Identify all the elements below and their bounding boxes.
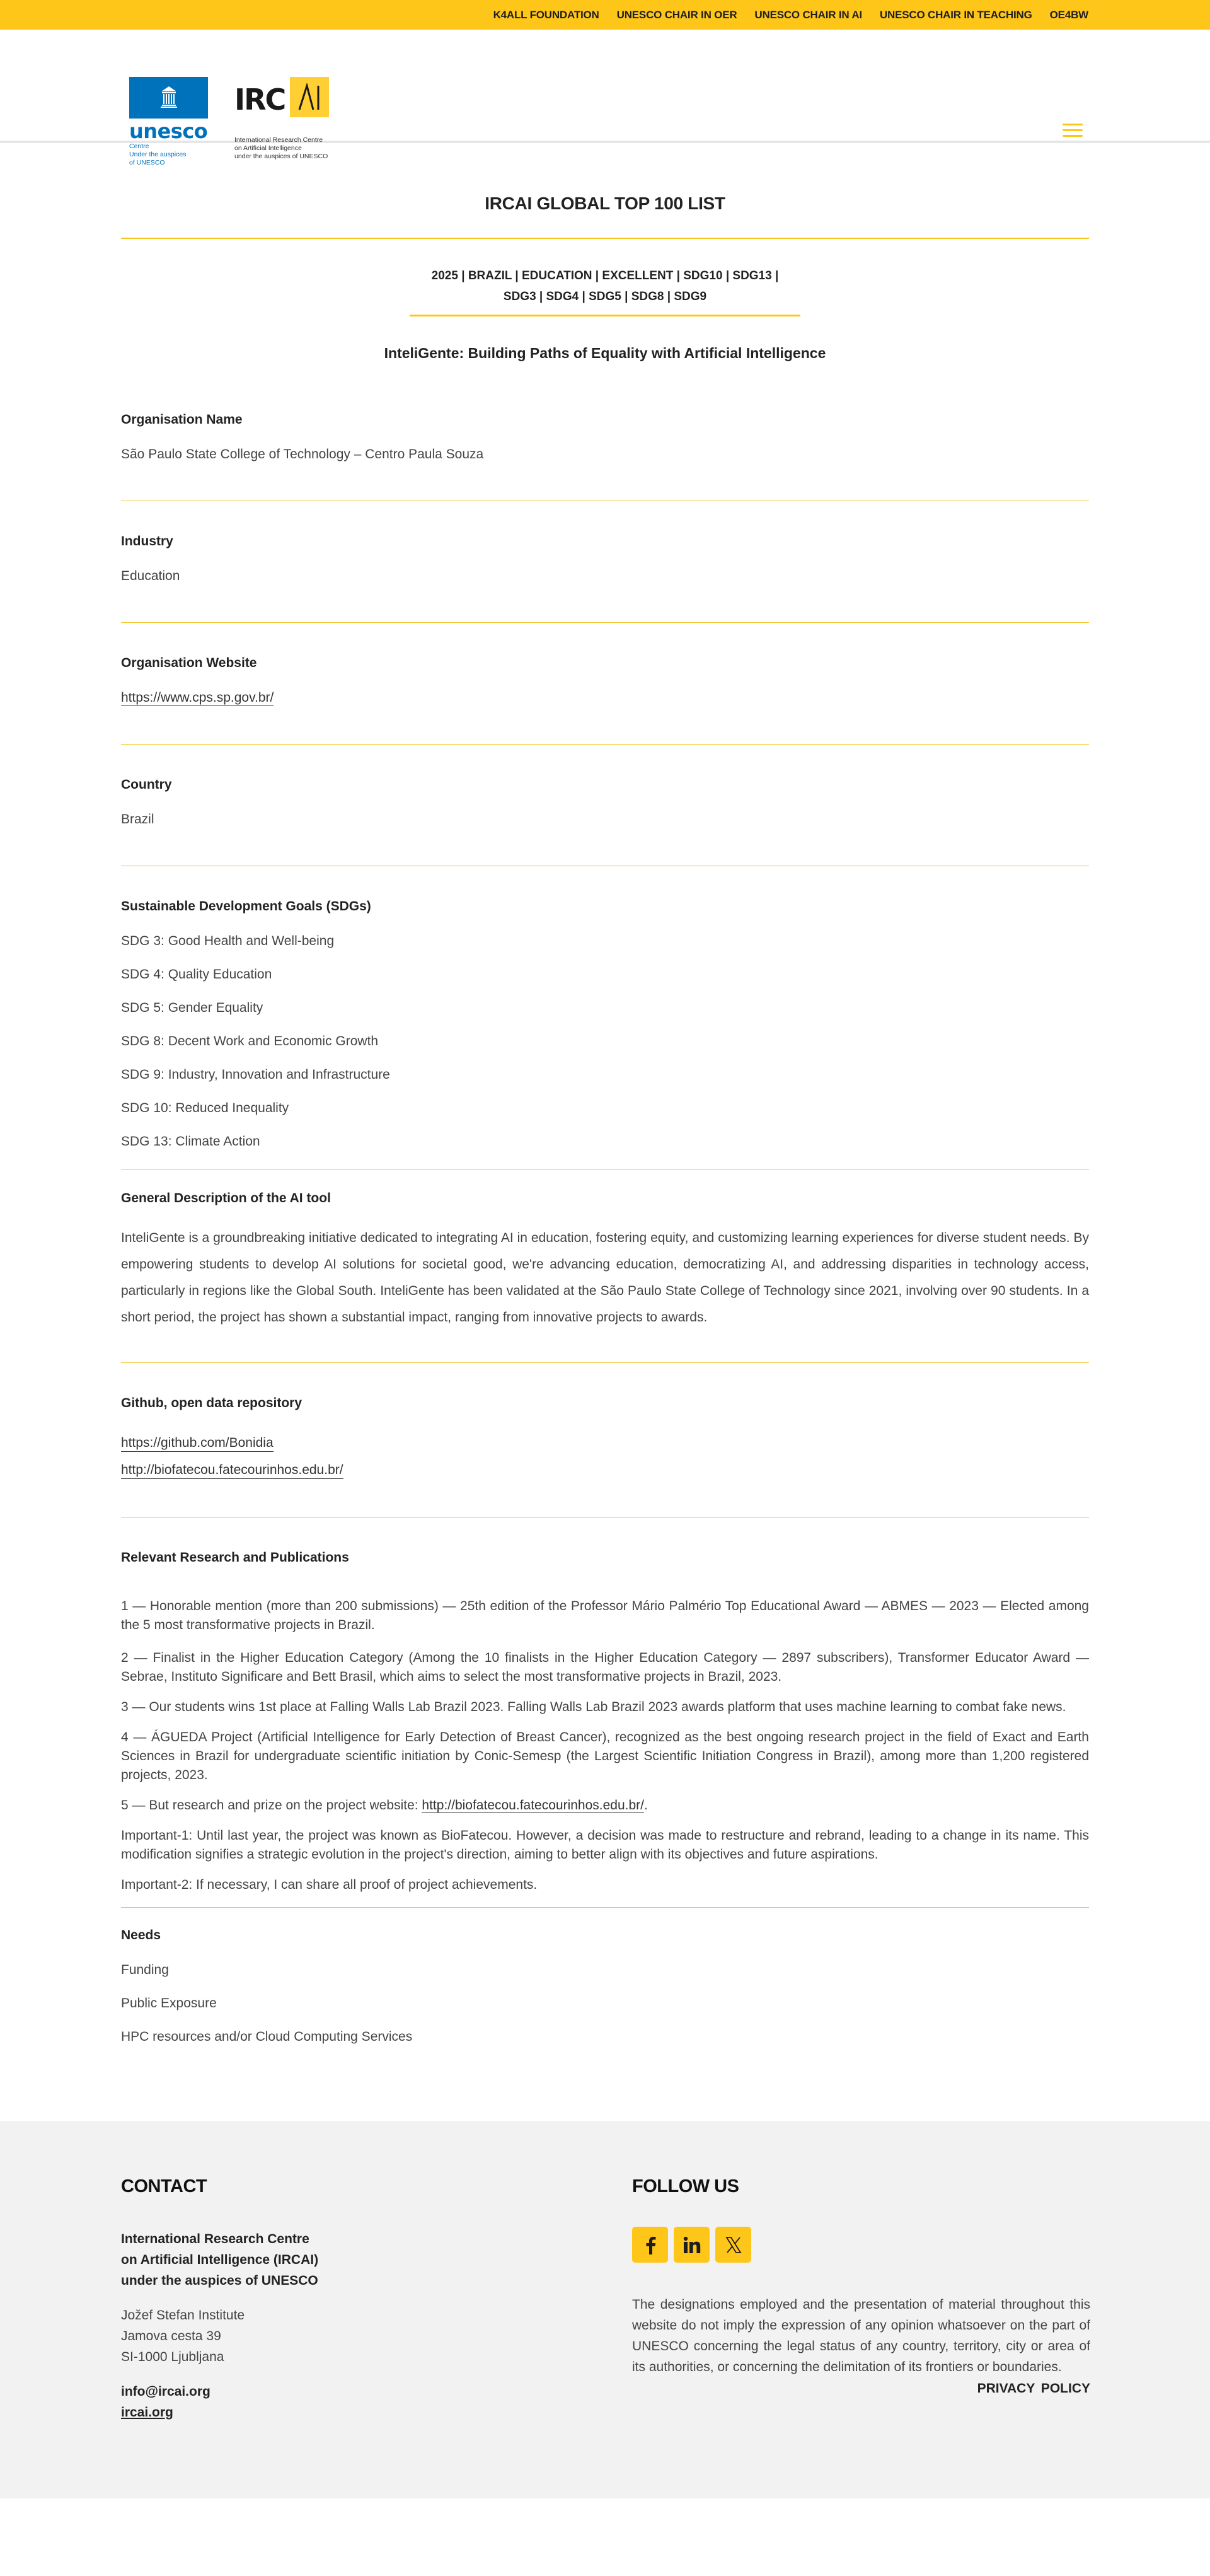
ircai-subtitle-line: on Artificial Intelligence [234,144,302,152]
sdg-item: SDG 5: Gender Equality [121,1001,263,1015]
unesco-subtitle-line: Under the auspices [129,151,187,158]
sdg-item: SDG 9: Industry, Innovation and Infrastructure [121,1067,390,1082]
x-button[interactable] [715,2227,751,2263]
ircai-subtitle-line: under the auspices of UNESCO [234,153,328,160]
section-needs [121,1908,1089,2045]
sdg-item: SDG 13: Climate Action [121,1134,260,1149]
organisation-website-link[interactable]: https://www.cps.sp.gov.br/ [121,690,274,705]
contact-org-line: International Research Centre [121,2232,309,2246]
section-description [121,1169,1089,1363]
industry-value: Education [121,569,180,583]
section-repository [121,1363,1089,1517]
publication-item: 2 — Finalist in the Higher Education Category (Among the 10 finalists in the Higher Education Category — 2897 subscribers), Transformer Educator Award — Sebrae, Instituto Significare and Bett Brasil, which aims to select the most transformative projects in Brazil, 2023. [121,1651,1089,1684]
section-industry [121,501,1089,623]
publication-item: 1 — Honorable mention (more than 200 submissions) — 25th edition of the Professor Mário Palmério Top Educational Award — ABMES — 2023 — Elected among the 5 most transformative projects in Brazil. [121,1599,1089,1632]
section-sdgs [121,866,1089,1169]
x-icon [725,2236,742,2254]
section-label: Organisation Website [121,656,257,670]
nav-oe4bw[interactable]: OE4BW [1049,8,1088,21]
need-item: HPC resources and/or Cloud Computing Services [121,2029,413,2044]
contact-organisation [121,2229,605,2291]
section-label: Needs [121,1928,161,1942]
unesco-logo-subtitle [129,142,214,167]
nav-unesco-chair-ai[interactable]: UNESCO CHAIR IN AI [754,8,862,21]
unesco-subtitle-line: of UNESCO [129,159,165,166]
section-label: Organisation Name [121,412,243,427]
publication-item: 3 — Our students wins 1st place at Falling Walls Lab Brazil 2023. Falling Walls Lab Brazil 2023 awards platform that uses machine learning to combat fake news. [121,1700,1066,1714]
nav-unesco-chair-teaching[interactable]: UNESCO CHAIR IN TEACHING [879,8,1032,21]
site-footer [0,2121,1210,2498]
section-label: General Description of the AI tool [121,1191,331,1205]
sdg-item: SDG 10: Reduced Inequality [121,1101,289,1115]
organisation-name-value: São Paulo State College of Technology – Centro Paula Souza [121,447,484,461]
unesco-logo[interactable] [129,77,214,167]
tags-divider [410,315,800,316]
address-line: SI-1000 Ljubljana [121,2350,224,2364]
nav-k4all-foundation[interactable]: K4ALL FOUNDATION [493,8,599,21]
site-header [0,30,1210,166]
title-divider [121,238,1089,239]
need-item: Funding [121,1963,169,1977]
project-tags [121,265,1089,307]
privacy-policy-link[interactable]: PRIVACY POLICY [977,2381,1090,2396]
follow-heading: FOLLOW US [632,2176,739,2196]
hamburger-menu-button[interactable] [1063,124,1083,141]
address-line: Jožef Stefan Institute [121,2308,245,2323]
section-label: Country [121,777,172,792]
facebook-icon [643,2236,657,2254]
social-links [632,2227,1089,2263]
publication-item [121,1796,1089,1815]
page-title: IRCAI GLOBAL TOP 100 LIST [485,194,725,213]
hamburger-icon-line [1063,129,1083,131]
ai-mark-icon [297,83,322,111]
github-link[interactable]: https://github.com/Bonidia [121,1435,274,1452]
linkedin-icon [683,2236,701,2254]
ircai-logo[interactable] [234,77,329,161]
unesco-wordmark: unesco [129,119,208,143]
tags-line-1: 2025 | BRAZIL | EDUCATION | EXCELLENT | SDG10 | SDG13 | [431,269,779,282]
ircai-subtitle-line: International Research Centre [234,136,323,144]
ircai-ai-mark [290,77,329,117]
contact-column [121,2176,605,2423]
nav-unesco-chair-oer[interactable]: UNESCO CHAIR IN OER [616,8,737,21]
section-label: Relevant Research and Publications [121,1550,349,1565]
ircai-logo-subtitle [234,136,329,161]
tags-line-2: SDG3 | SDG4 | SDG5 | SDG8 | SDG9 [503,290,707,303]
repository-link[interactable]: http://biofatecou.fatecourinhos.edu.br/ [121,1462,343,1479]
follow-column [605,2176,1089,2423]
important-note-2: Important-2: If necessary, I can share all proof of project achievements. [121,1877,538,1892]
main-content [121,143,1089,2045]
sdg-item: SDG 4: Quality Education [121,967,272,982]
contact-heading: CONTACT [121,2176,207,2196]
contact-org-line: on Artificial Intelligence (IRCAI) [121,2253,319,2267]
hamburger-icon [1063,124,1083,125]
unesco-temple-box [129,77,208,119]
section-label: Industry [121,534,173,548]
country-value: Brazil [121,812,154,827]
publication-item-text: 5 — But research and prize on the project website: [121,1798,422,1813]
publication-item: 4 — ÁGUEDA Project (Artificial Intelligence for Early Detection of Breast Cancer), recognized as the best ongoing research project in the field of Exact and Earth Sciences in Brazil for undergraduate scientific initiation by Conic-Semesp (the Largest Scientific Initiation Congress in Brazil), among more than 1,200 registered projects, 2023. [121,1730,1089,1782]
unesco-temple-icon [160,85,178,110]
facebook-button[interactable] [632,2227,668,2263]
section-organisation-name [121,362,1089,501]
top-nav-bar [0,0,1210,30]
unesco-disclaimer: The designations employed and the presentation of material throughout this website do not imply the expression of any opinion whatsoever on the part of UNESCO concerning the legal status of any country, territory, city or area of its authorities, or concerning the delimitation of its frontiers or boundaries. [632,2297,1090,2374]
section-label: Sustainable Development Goals (SDGs) [121,899,371,914]
address-line: Jamova cesta 39 [121,2329,221,2343]
unesco-subtitle-line: Centre [129,142,149,150]
section-country [121,745,1089,866]
section-label: Github, open data repository [121,1396,302,1410]
contact-email-link[interactable]: info@ircai.org [121,2384,210,2399]
publication-item-suffix: . [644,1798,648,1813]
ircai-wordmark: IRC [234,83,285,117]
sdg-item: SDG 3: Good Health and Well-being [121,934,335,948]
project-title: InteliGente: Building Paths of Equality with Artificial Intelligence [384,345,826,361]
contact-address [121,2305,605,2367]
section-website [121,623,1089,745]
contact-org-line: under the auspices of UNESCO [121,2273,318,2288]
description-text: InteliGente is a groundbreaking initiative dedicated to integrating AI in education, fostering equity, and customizing learning experiences for diverse student needs. By empowering students to develop AI solutions for societal good, we're advancing education, democratizing AI, and addressing disparities in technology access, particularly in regions like the Global South. InteliGente has been validated at the São Paulo State College of Technology since 2021, involving over 90 students. In a short period, the project has shown a substantial impact, ranging from innovative projects to awards. [121,1231,1089,1325]
need-item: Public Exposure [121,1996,217,2010]
contact-website-link[interactable]: ircai.org [121,2405,173,2420]
hamburger-icon-line [1063,135,1083,137]
project-website-link[interactable]: http://biofatecou.fatecourinhos.edu.br/ [422,1798,644,1813]
sdg-item: SDG 8: Decent Work and Economic Growth [121,1034,379,1048]
section-publications [121,1517,1089,1908]
important-note-1: Important-1: Until last year, the project was known as BioFatecou. However, a decision was made to restructure and rebrand, leading to a change in its name. This modification signifies a strategic evolution in the project's direction, aiming to better align with its objectives and future aspirations. [121,1828,1089,1862]
linkedin-button[interactable] [674,2227,710,2263]
